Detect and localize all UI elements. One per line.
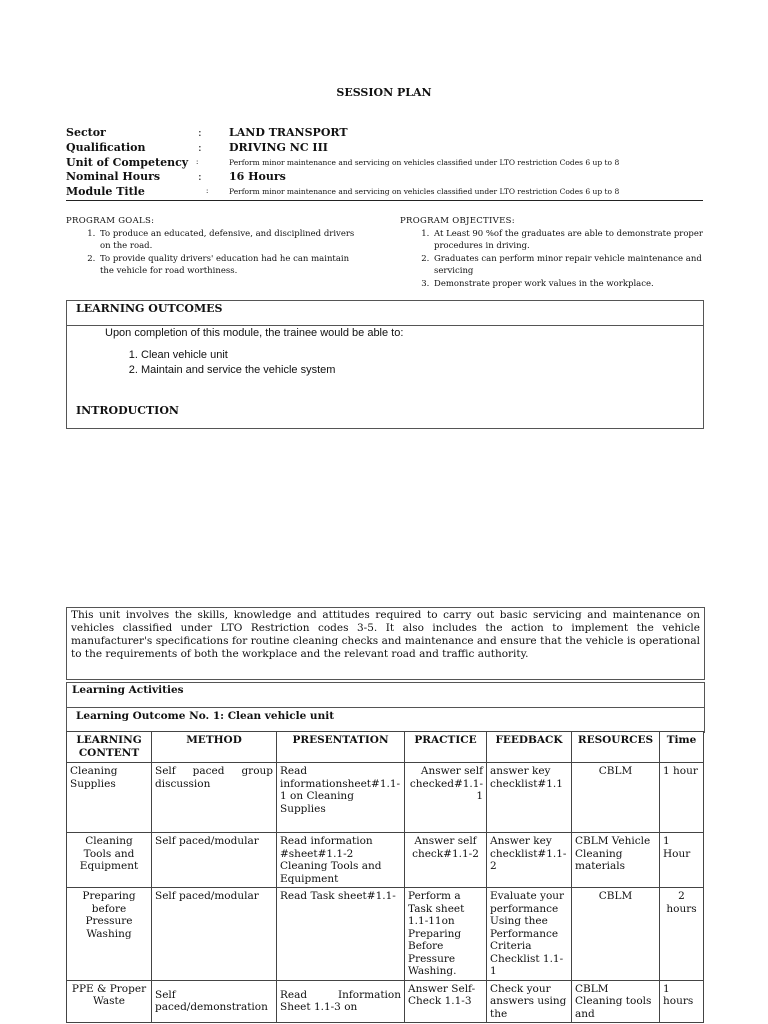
header-learning-content: LEARNING CONTENT xyxy=(67,732,152,763)
page-title: SESSION PLAN xyxy=(336,86,432,99)
info-colon: : xyxy=(198,126,202,139)
header-method: METHOD xyxy=(152,732,277,763)
program-objectives xyxy=(400,215,705,290)
program-goal-item: 2. To provide quality drivers' education had he can maintain the vehicle for road worthiness. xyxy=(98,253,364,278)
cell-resources: CBLM Vehicle Cleaning materials xyxy=(572,833,660,888)
table-row xyxy=(67,980,704,1023)
learning-activities-table xyxy=(66,731,704,1023)
info-label: Module Title xyxy=(66,185,145,198)
cell-feedback: Evaluate your performance Using thee Performance Criteria Checklist 1.1-1 xyxy=(487,888,572,981)
learning-activities-rule xyxy=(67,707,704,708)
info-value: DRIVING NC III xyxy=(229,141,328,154)
info-value: Perform minor maintenance and servicing on vehicles classified under LTO restriction Codes 6 up to 8 xyxy=(229,187,620,196)
program-objectives-heading: PROGRAM OBJECTIVES: xyxy=(400,216,515,226)
program-objective-item: 3. Demonstrate proper work values in the workplace. xyxy=(432,278,705,291)
info-label: Nominal Hours xyxy=(66,170,161,183)
learning-outcomes-list xyxy=(105,348,335,378)
info-value: LAND TRANSPORT xyxy=(229,126,348,139)
table-header-row xyxy=(67,732,704,763)
cell-feedback: Check your answers using the xyxy=(487,980,572,1023)
table-row xyxy=(67,888,704,981)
unit-description: This unit involves the skills, knowledge and attitudes required to carry out basic servicing and maintenance on vehicles classified under LTO Restriction codes 3-5. It also includes the action to implement the vehicle manufacturer's specifications for routine cleaning checks and maintenance and ensure that the vehicle is operational to the requirements of both the workplace and the relevant road and traffic authority. xyxy=(66,607,705,680)
cell-learning-content: Cleaning Tools and Equipment xyxy=(67,833,152,888)
cell-method: Self paced/modular xyxy=(152,833,277,888)
learning-activities-heading: Learning Activities xyxy=(72,684,184,696)
cell-time: 1 hour xyxy=(660,763,704,833)
info-row-qualification xyxy=(66,141,706,155)
learning-outcome-item: 1. Clean vehicle unit xyxy=(141,348,335,363)
learning-outcome-item: 2. Maintain and service the vehicle system xyxy=(141,363,335,378)
cell-method: Self paced/modular xyxy=(152,888,277,981)
header-feedback: FEEDBACK xyxy=(487,732,572,763)
program-objective-item: 1. At Least 90 %of the graduates are able to demonstrate proper procedures in driving. xyxy=(432,228,705,253)
cell-time: 1 hours xyxy=(660,980,704,1023)
cell-learning-content: PPE & Proper Waste xyxy=(67,980,152,1023)
program-goals-heading: PROGRAM GOALS: xyxy=(66,216,155,226)
program-goal-item: 1. To produce an educated, defensive, and disciplined drivers on the road. xyxy=(98,228,364,253)
cell-learning-content: Preparing before Pressure Washing xyxy=(67,888,152,981)
table-row xyxy=(67,763,704,833)
learning-activities-box xyxy=(66,682,705,733)
info-colon: : xyxy=(196,158,199,166)
info-row-unit-of-competency xyxy=(66,156,706,170)
learning-outcomes-heading: LEARNING OUTCOMES xyxy=(76,302,223,315)
cell-method: Self paced/demonstration xyxy=(152,980,277,1023)
info-colon: : xyxy=(198,170,202,183)
info-label: Sector xyxy=(66,126,106,139)
cell-presentation: Read informationsheet#1.1-1 on Cleaning Supplies xyxy=(277,763,405,833)
header-resources: RESOURCES xyxy=(572,732,660,763)
table-row xyxy=(67,833,704,888)
info-value: 16 Hours xyxy=(229,170,286,183)
info-colon: : xyxy=(198,141,202,154)
cell-practice: Perform a Task sheet 1.1-11on Preparing Before Pressure Washing. xyxy=(405,888,487,981)
info-label: Unit of Competency xyxy=(66,156,189,169)
program-goals xyxy=(66,215,364,278)
info-value: Perform minor maintenance and servicing on vehicles classified under LTO restriction Codes 6 up to 8 xyxy=(229,158,620,167)
info-row-nominal-hours xyxy=(66,170,706,184)
cell-time: 2 hours xyxy=(660,888,704,981)
learning-outcomes-rule xyxy=(67,325,703,326)
cell-practice: Answer self checked#1.1-1 xyxy=(405,763,487,833)
learning-outcome-no1-heading: Learning Outcome No. 1: Clean vehicle unit xyxy=(76,710,335,722)
cell-learning-content: Cleaning Supplies xyxy=(67,763,152,833)
header-time: Time xyxy=(660,732,704,763)
cell-presentation: Read Task sheet#1.1- xyxy=(277,888,405,981)
cell-time: 1 Hour xyxy=(660,833,704,888)
header-presentation: PRESENTATION xyxy=(277,732,405,763)
learning-outcomes-intro: Upon completion of this module, the trainee would be able to: xyxy=(105,327,404,339)
cell-practice: Answer Self-Check 1.1-3 xyxy=(405,980,487,1023)
cell-feedback: Answer key checklist#1.1-2 xyxy=(487,833,572,888)
info-row-module-title xyxy=(66,185,706,199)
cell-presentation: Read Information Sheet 1.1-3 on xyxy=(277,980,405,1023)
introduction-heading: INTRODUCTION xyxy=(76,404,179,417)
learning-outcomes-box xyxy=(66,300,704,429)
info-divider xyxy=(66,200,703,201)
cell-resources: CBLM xyxy=(572,763,660,833)
cell-practice: Answer self check#1.1-2 xyxy=(405,833,487,888)
cell-presentation: Read information #sheet#1.1-2 Cleaning Tools and Equipment xyxy=(277,833,405,888)
cell-method: Self paced group discussion xyxy=(152,763,277,833)
info-colon: : xyxy=(206,187,209,195)
header-practice: PRACTICE xyxy=(405,732,487,763)
program-objective-item: 2. Graduates can perform minor repair vehicle maintenance and servicing xyxy=(432,253,705,278)
cell-resources: CBLM Cleaning tools and xyxy=(572,980,660,1023)
cell-feedback: answer key checklist#1.1 xyxy=(487,763,572,833)
info-label: Qualification xyxy=(66,141,146,154)
info-row-sector xyxy=(66,126,706,140)
cell-resources: CBLM xyxy=(572,888,660,981)
